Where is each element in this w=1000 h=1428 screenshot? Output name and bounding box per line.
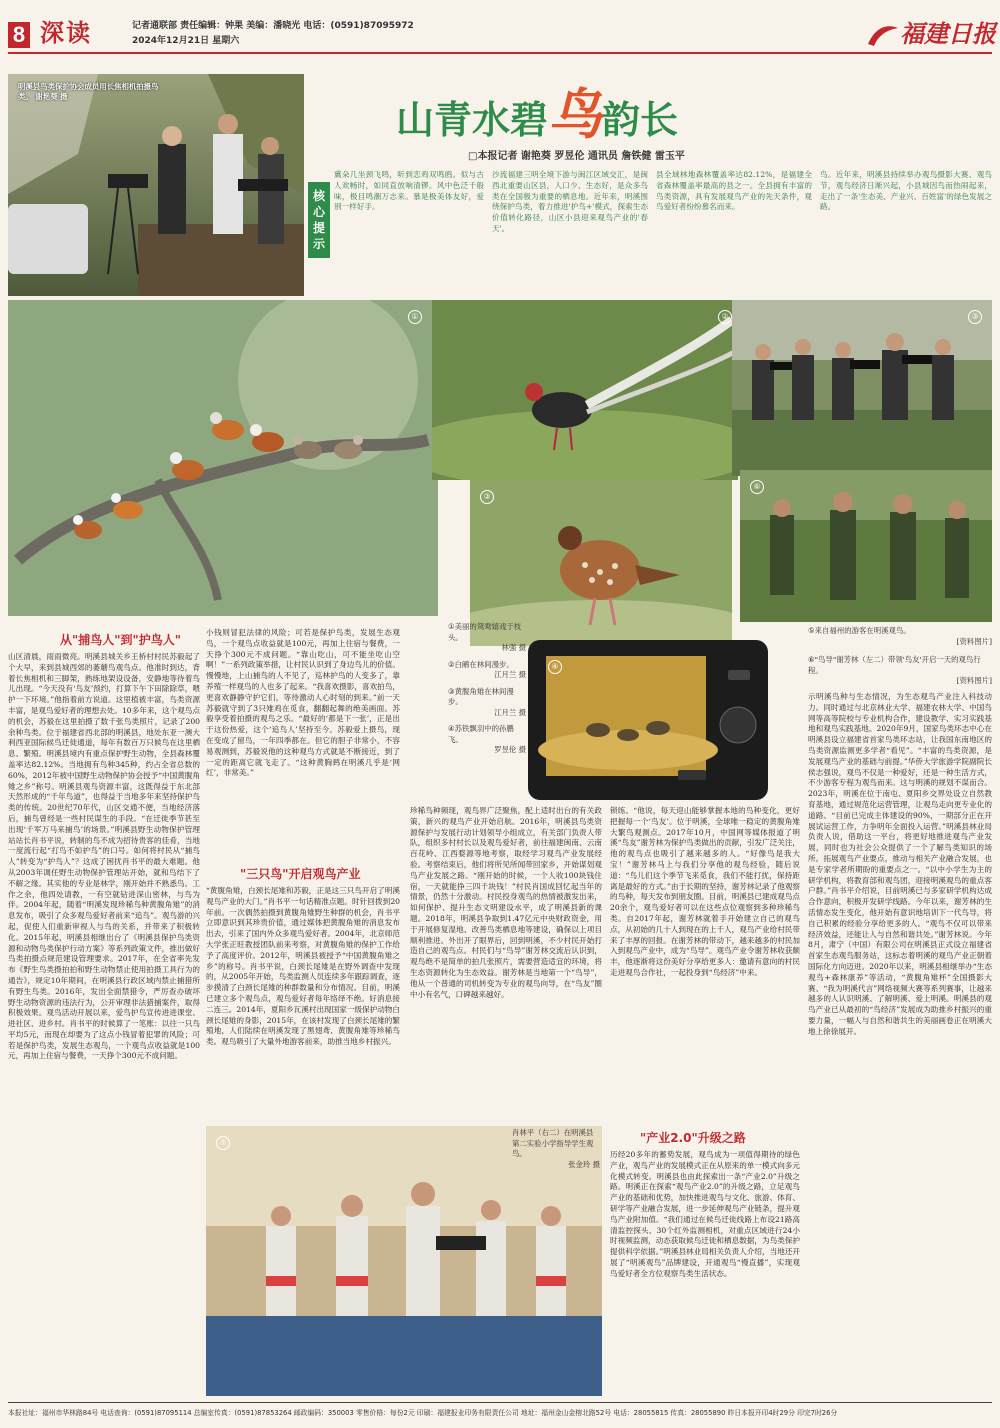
caption-5: ⑤来自福州的游客在明溪观鸟。 bbox=[808, 626, 911, 635]
caption-group-left bbox=[448, 622, 526, 756]
headline-part1: 山青水碧 bbox=[396, 98, 549, 142]
body-column-2b: “黄腹角雉，白颈长尾雉和苏毅，正是这三只鸟开启了明溪观鸟产业的大门。”肖书平一句话精准点题。时针回拨到20年前。一次偶然拍摄到黄腹角雉野生种群的机会，肖书平立即意识到其珍贵价值，通过媒体把黄腹角雉的消息发布出去，引来了国内外众多观鸟爱好者。2004年，北京师范大学张正旺教授团队前来考察，对黄腹角雉的保护工作给予了高度评价。2012年，明溪县被授予“中国黄腹角雉之乡”的称号。肖书平说，白颈长尾雉是在野外调查中发现的，从2005年开始，鸟类监测人员连续多年跟踪调查，逐步摸清了白颈长尾雉的种群数量和分布情况。目前，明溪已建立多个观鸟点，观鸟爱好者每年络绎不绝。好消息接二连三。2014年，夏阳乡瓦溪村出现国家一级保护动物白颈长尾雉的身影，2015年，在该村发现了白颈长尾雉的繁殖地，人们陆续在明溪发现了黑翅鸢、黄腹角雉等珍稀鸟类。观鸟吸引了大量外地游客前来，助推当地乡村振兴。 bbox=[206, 886, 400, 1047]
caption-4: ④苏铁飘羽中的孙鹏飞。 bbox=[448, 724, 514, 744]
issue-date: 2024年12月21日 星期六 bbox=[132, 36, 240, 46]
lead-column-4: 鸟。近年来，明溪县持续举办观鸟摄影大赛、观鸟节，观鸟经济日渐兴起，小县城因鸟而热闹起来，走出了一条'生态美、产业兴、百姓富'的绿色发展之路。 bbox=[820, 170, 992, 212]
body-column-5: 示明溪鸟种与生态情况，为生态观鸟产业注入科技动力。同时通过与北京林业大学、福建农林大学、中国鸟网等高等院校与专业机构合作，建设教学、实习实践基地和观鸟实践基地。2020年9月，国家鸟类环志中心在明溪县设立福建省首家鸟类环志站，让我国东南地区的鸟类资源监测更多学者“看见”。“丰富的鸟类资源，是发展观鸟产业的基础与前提。”华侨大学旅游学院副院长侯志强说，观鸟不仅是一种爱好，还是一种生活方式，不少游客专程为观鸟而来。这与明溪的规划不谋而合。2023年，明溪在位于南屯、夏阳乡交界处设立自然教育基地，通过规范化运营管理，让观鸟走向更专业化的道路。“目前已完成主体建设的90%，一期部分正在开展试运营工作，力争明年全面投入运营。”明溪县林业局负责人说，借助这一平台，将更好地推进观鸟产业发展，同时也为社会公众提供了一个了解鸟类知识的场所。拓展观鸟产业要点，推动与相关产业融合发展，也是专家学者所期盼的重要点之一。“以中小学生为主的研学机构，将教育部和观鸟团，迎接明溪观鸟的重点客户群。”肖书平介绍说，目前明溪已与多家研学机构达成合作意向，积极开发研学线路。今年以来，谢芳林的生活情态发生变化，他开始有意识地培训下一代鸟导，将自己积累的经验分享给更多的人。“观鸟不仅可以带来经济效益，还能让人与自然和谐共处。”谢芳林说。今年8月，肃宁（中国）有限公司在明溪县正式设立福建省首家生态观鸟服务站，这标志着明溪的观鸟产业正朝着国际化方向迈进。2020年以来，明溪县相继举办“生态观鸟+森林康养”等活动，“黄腹角雉杯”全国摄影大赛、“我为明溪代言”网络视频大赛等系列赛事，让越来越多的人认识明溪、了解明溪、爱上明溪。明溪县的观鸟产业已从最初的“鸟经济”发展成为助推乡村振兴的重要力量，一幅人与自然和谐共生的美丽画卷正在明溪大地上徐徐展开。 bbox=[808, 692, 992, 1036]
caption-6-credit: [资料图片] bbox=[956, 676, 992, 685]
headline bbox=[396, 83, 679, 146]
headline-accent: 鸟 bbox=[548, 83, 603, 146]
lead-column-3: 县全域林地森林覆盖率达82.12%，是福建全省森林覆盖率最高的县之一。全县拥有丰富的鸟类资源，具有发展观鸟产业的先天条件，观鸟爱好者纷纷慕名而来。 bbox=[656, 170, 812, 212]
caption-1: ①美丽的鸳鸯嬉戏于枝头。 bbox=[448, 622, 522, 642]
section-title-3: "产业2.0"升级之路 bbox=[640, 1131, 746, 1145]
body-column-4b: 历经20多年的蓄势发展，观鸟成为一项值得期待的绿色产业，观鸟产业的发展模式正在从原来的单一模式向多元化模式转变。明溪县也由此探索出一条“产业2.0”升级之路。明溪正在探索“观鸟产业2.0”的升级之路，立足观鸟产业的基础和优势，加快推进观鸟与文化、旅游、体育、研学等产业融合发展，进一步延伸观鸟产业链条，提升观鸟产业附加值。“我们通过在候鸟迁徙线路上布设21路高清监控探头、30个红外监测相机，对重点区域进行24小时视频监测，动态获取候鸟迁徙和栖息数据，为鸟类保护提供科学依据。”明溪县林业局相关负责人介绍，当地还开展了“明溪观鸟”品牌建设，开通观鸟“慢直播”，实现观鸟爱好者全方位观察鸟类生活状态。 bbox=[610, 1150, 800, 1278]
section-name: 深读 bbox=[40, 19, 92, 47]
photo-number-2: ② bbox=[718, 310, 732, 324]
caption-2-credit: 江月兰 摄 bbox=[494, 670, 526, 679]
section-title-1: 从"捕鸟人"到"护鸟人" bbox=[60, 633, 182, 647]
caption-7-credit: 张金玲 摄 bbox=[568, 1160, 600, 1169]
photo-mandarin-ducks bbox=[8, 300, 438, 616]
section-title-2: "三只鸟"开启观鸟产业 bbox=[240, 867, 361, 881]
body-column-3: 珍稀鸟种频现，观鸟界广泛聚焦，配上适时出台的有关政策，新兴的观鸟产业开始启航。2016年，明溪县鸟类资源保护与发展行动计划领导小组成立，有关部门负责人带队，组织多村村长以及观鸟爱好者，前往福建闽南、云南百花岭、江西婺源等地考察，取经学习观鸟产业发展经验。考察结束后，他们将所见所闻带回家乡，开始谋划观鸟产业发展之路。“刚开始的时候，一个人收100块钱住宿，一天就能挣三四千块钱！”村民肖国成回忆起当年的情景，仍然十分激动。村民投身观鸟的热情被激发出来，如何保护、提升生态文明建设水平，成了明溪县新的课题。2018年，明溪县争取到1.47亿元中央财政资金，用于开展修复湿地、改善鸟类栖息地等建设，确保以上项目顺利推进。外出开了眼界后，回到明溪，不少村民开始打造自己的观鸟点。村民们与“鸟导”谢芳林交流后认识到，观鸟绝不是简单的拍几张照片，需要营造适宜的环境，将生态资源转化为生态效益。谢芳林是当地第一个“鸟导”，他从一个普通的司机转变为专业的观鸟向导，在“鸟友”圈中小有名气，口碑越来越好。 bbox=[410, 806, 602, 999]
photo-silver-pheasant bbox=[432, 300, 738, 480]
byline: □本报记者 谢艳葵 罗昱伦 通讯员 詹铁健 雷玉平 bbox=[468, 151, 685, 162]
footer-info: 本报社址：福州市华林路84号 电话查询：(0591)87095114 总编室传真：(0591)87853264 邮政编码：350003 零售价格：每份2元 印刷：福建报业印务有限责任公司 地址：福州金山金榕北路52号 电话：28055815 传真：28055890 昨日本报开印4时29分 印完7时26分 bbox=[8, 1409, 838, 1417]
body-column-1: 山区清晨，雨雨微亮。明溪县城关乡王桥村村民苏毅起了个大早，来到县城西郊的萎蘑鸟观鸟点。他准时到达，背着长焦相机和三脚架，熟练地架设设备，安静地等待着鸟儿出现。“今天没有‘鸟友’预约，打算下午下田除除草，喂护一下环境。”他指着前方说道。这里植被丰富，鸟类资源丰富，是观鸟爱好者的理想去处。10多年来，这个观鸟点的机会，苏毅在这里拍摄了数千张鸟类照片，记录了200余种鸟类。位于福建省西北部的明溪县，地处东亚一澳大利西亚国际候鸟迁徙通道，每年有数百万只候鸟在这里栖息、繁殖。明溪县境内有重点保护野生动物，全县森林覆盖率达82.12%。当地拥有鸟种345种，约占全省总数的60%，2012年被中国野生动物保护协会授予“中国黄腹角雉之乡”称号。明溪县观鸟资源丰富，这既得益于东北部天然形成的“千年鸟道”，也得益于当地多年来坚持保护鸟类的传统。20世纪70年代，山区交通不便，当地经济落后，捕鸟曾经是一些村民谋生的手段。“在迁徙季节甚至出现‘千军万马来捕鸟’的场景。”明溪县野生动物保护管理站站长肖书平说，转制的鸟不成为招待贵客的佳肴，当地一度流行起“打鸟不如护鸟”的口号。如何将村民从“捕鸟人”转变为“护鸟人”？这成了困扰肖书平的最大难题。他从2003年调任野生动物保护管理站开始，就和鸟结下了不解之缘。其实他的专业是林学，刚开始并不熟悉鸟。工作之余，他四处请教，一有空就钻进深山密林，与鸟为伴。2004年起，随着“明溪发现珍稀鸟种黄腹角雉”的消息发布，吸引了众多观鸟爱好者前来“追鸟”。观鸟游的兴起，促使人们重新审视人与鸟的关系，并带来了积极转化。2015年起，明溪县相继出台了《明溪县保护鸟类资源和动物鸟类保护行动方案》等系列政策文件，推出做好鸟类拍摄点规范建设管理要求。2017年，在全省率先发布《野生鸟类摄拍拍和野生动物禁止使用拍摄工具行为的通告》，规定10年期间，在明溪县行政区域内禁止捕猎所有野生鸟类。2016年，发出全面禁猎令，严厉查办破坏野生动物资源的违法行为，公开审理非法猎捕案件，取得积极效果。观鸟活动开展以来，爱鸟护鸟宣传进进课堂、进社区、进乡村。肖书平的时候算了一笔账：以往一只鸟平均5元，而现在却要为了这点小钱冒着犯罪的风险；可若是保护鸟类，发展生态观鸟，一个观鸟点收益就是100元，再加上住宿与餐费，一天挣个300元不成问题。 bbox=[8, 652, 200, 1061]
footer-rule bbox=[8, 1402, 992, 1403]
photo-camera-screen bbox=[528, 640, 768, 800]
newspaper-logo: 福建日报 bbox=[900, 19, 996, 48]
top-photo-caption: 明溪县鸟类保护协会成员用长焦相机拍摄鸟类。 谢艳葵 摄 bbox=[18, 82, 159, 101]
masthead bbox=[0, 0, 1000, 54]
caption-3: ③黄腹角雉在林间漫步。 bbox=[448, 686, 514, 706]
caption-7: 肖林平（右二）在明溪县第二实验小学指导学生观鸟。 bbox=[512, 1128, 594, 1158]
photo-number-4: ④ bbox=[548, 660, 562, 674]
photo-guide-leading-group bbox=[740, 470, 992, 622]
photo-number-1: ① bbox=[408, 310, 422, 324]
caption-5-credit: [资料图片] bbox=[956, 636, 992, 646]
caption-2: ②白鹇在林间漫步。 bbox=[448, 659, 514, 669]
photo-birdwatching-group bbox=[732, 300, 992, 476]
caption-6: ⑥"鸟导"谢芳林（左二）带领'鸟友'开启一天的观鸟行程。 bbox=[808, 655, 981, 675]
header-credits: 记者通联部 责任编辑：钟果 美编：潘晓光 电话：(0591)87095972 bbox=[132, 21, 414, 31]
caption-4-credit: 罗昱伦 摄 bbox=[494, 745, 526, 754]
photo-number-6: ⑥ bbox=[750, 480, 764, 494]
header-rule bbox=[8, 52, 992, 54]
body-column-2a: 小钱则冒犯法律的风险；可若是保护鸟类，发展生态观鸟，一个观鸟点收益就是100元，再加上住宿与餐费，一天挣个300元不成问题。“靠山吃山，可不能坐吃山空啊！”一系列政策举措，让村民认识到了身边鸟儿的价值。慢慢地，上山捕鸟的人不见了，巡林护鸟的人变多了，靠养殖一样观鸟的人也多了起来。“我喜欢摄影，喜欢拍鸟，更喜欢静静守护它们，等待激动人心时刻的到来。”前一天苏毅就守到了3只雉鸡在觅食，翻翻起舞的绝美画面。苏毅享受着拍摄的观鸟之乐。“最好的‘都是下一张’，正是出于这份热爱，这个‘追鸟人’坚持至今。苏毅爱上摄鸟，现在变成了留鸟，一年四季都在。但它的胆子非常小，不容易观测到，苏毅说他的这种观鸟方式就是不断接近，到了一定的距离它就飞走了。“这种黄胸鹀在明溪几乎是‘网红’，非常美。” bbox=[206, 628, 400, 778]
lead-column-2: 沙流福建三明全境下游与闽江区域交汇，是闽西北重要山区县，人口少、生态好，是众多鸟类在全国极为重要的栖息地。近年来，明溪围绕保护鸟类，着力推进'护鸟+'模式，探索生态价值转化路径，山区小县迎来观鸟产业的'春天'。 bbox=[492, 170, 648, 233]
headline-part2: 韵长 bbox=[602, 98, 679, 142]
photo-number-7: ⑦ bbox=[216, 1136, 230, 1150]
caption-1-credit: 林强 摄 bbox=[501, 643, 526, 652]
core-tip-label: 核心提示 bbox=[308, 182, 330, 258]
lead-column-1: 冀朵几坐颈飞鸣，听到恋鸡双鸣鸥。似与古人欢畅时，如同直放响清锣。风中色泛千般味，极目鸣潮万志来。慕是极美体友好，爱别一样好手。 bbox=[334, 170, 484, 212]
logo-swoosh-icon bbox=[866, 22, 900, 48]
body-column-4a: 锁练。“他说，每天迎山能够掌握本地的鸟种变化，更好把握每一个‘鸟友’。位于明溪，全球唯一稳定的黄腹角雉大繁鸟观测点。2017年10月，中国网等媒体报道了明溪“鸟友”谢芳林为保护鸟类做出的贡献，引发广泛关注，他的观鸟点也吸引了越来越多的人。“好像鸟是我大宝！”谢芳林马上与我们分享他的观鸟经验，随后说道：“鸟儿们这个季节飞来觅食，我们不能打扰，保持距离是最好的方式。”由于长期的坚持，谢芳林记录了他观察的鸟种，每天发布到朋友圈。目前，明溪县已建成观鸟点20余个，观鸟爱好者可以在这些点位观察到多种珍稀鸟类。自2017年起，谢芳林就着手开始建立自己的观鸟点，从初始的几十人到现在的上千人，观鸟产业给村民带来了丰厚的回报。在谢芳林的带动下，越来越多的村民加入到观鸟产业中，成为“鸟导”。观鸟产业令谢芳林收获颇丰，他逐渐将这份美好分享给更多人：邀请有意向的村民走进观鸟合作社，一起投身到“鸟经济”中来。 bbox=[610, 806, 800, 977]
caption-3-credit: 江月兰 摄 bbox=[494, 707, 526, 717]
caption-group-right bbox=[808, 626, 992, 687]
photo-number-3: ③ bbox=[968, 310, 982, 324]
photo-number-3b: ③ bbox=[480, 490, 494, 504]
photo-birdwatchers-cameras bbox=[8, 74, 304, 296]
page-number: 8 bbox=[12, 22, 26, 47]
